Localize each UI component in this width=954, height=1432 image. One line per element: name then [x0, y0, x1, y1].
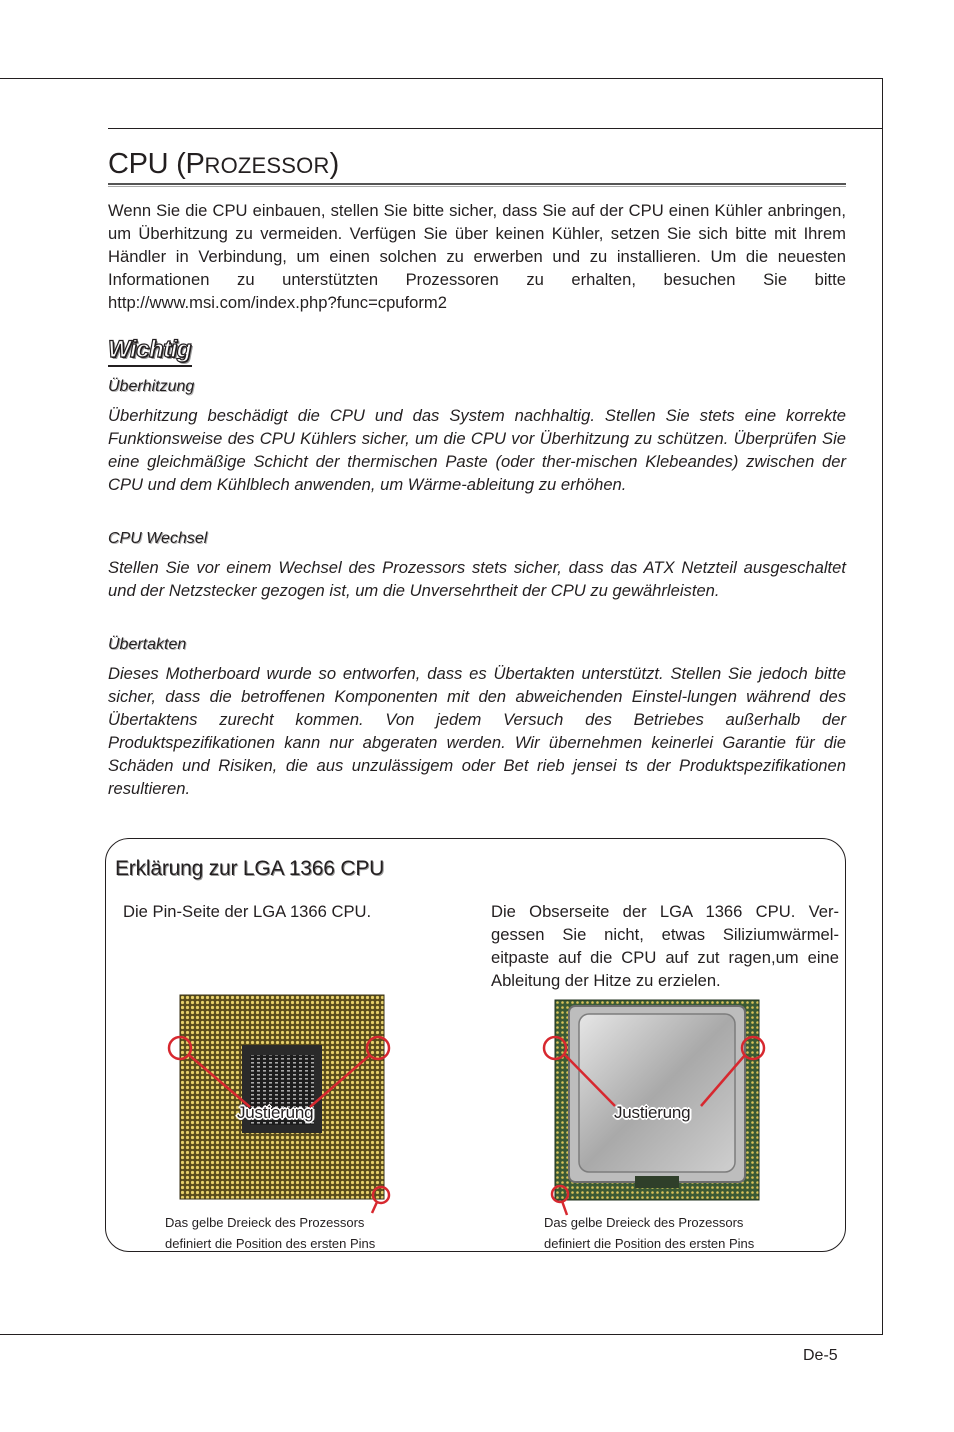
header-rule [108, 128, 883, 129]
cpu-change-text: Stellen Sie vor einem Wechsel des Prozessors stets sicher, dass das ATX Netzteil ausgeschaltet und der Netzstecker gezogen ist, um die Unversehrtheit der CPU zu gewährleisten. [108, 558, 846, 600]
page-title [108, 146, 846, 184]
title-underline [108, 183, 846, 185]
overheating-text: Überhitzung beschädigt die CPU und das System nachhaltig. Stellen Sie stets eine korrekte Funktionsweise des CPU Kühlers sicher, um die CPU vor Überhitzung zu schützen. Überprüfen Sie eine gleichmäßige Schicht der thermischen Paste (oder ther-mischen Klebeandes) zwischen der CPU und dem Kühlblech anwenden, um Wärme-ableitung zu erhöhen. [108, 406, 846, 494]
pin-side-caption: Die Pin-Seite der LGA 1366 CPU. [123, 902, 372, 921]
title-underline-shadow [108, 186, 846, 187]
top-rule [0, 78, 883, 79]
lga-box-title: Erklärung zur LGA 1366 CPU [115, 857, 385, 880]
alignment-label-pin-side: Justierung [237, 1103, 314, 1122]
triangle-note-top-side [544, 1212, 754, 1254]
alignment-label-top-side: Justierung [614, 1103, 691, 1122]
overclocking-text: Dieses Motherboard wurde so entworfen, dass es Übertakten unterstützt. Stellen Sie jedoch bitte sicher, dass die betroffenen Komponenten mit den abweichenden Einstel-lungen während des Übertaktens zurecht kommen. Von jedem Versuch des Betriebes außerhalb der Produktspezifikationen kann nur abgeraten werden. Wir übernehmen keinerlei Garantie für die Schäden und Risiken, die aus unzulässigem oder Bet rieb jensei ts der Produktspezifikationen resultieren. [108, 664, 846, 798]
top-side-caption: Die Obserseite der LGA 1366 CPU. Ver-gessen Sie nicht, etwas Siliziumwärmel-eitpaste auf die CPU auf zut ragen,um eine Ableitung der Hitze zu erzielen. [491, 902, 839, 990]
triangle-note-line2: definiert die Position des ersten Pins [544, 1236, 755, 1251]
cpu-pin-side-image [160, 985, 400, 1210]
intro-paragraph: Wenn Sie die CPU einbauen, stellen Sie bitte sicher, dass Sie auf der CPU einen Kühler anbringen, um Überhitzung zu vermeiden. Verfügen Sie über keinen Kühler, setzen Sie sich bitte mit Ihrem Händler in Verbindung, um einen solchen zu erwerben und zu installieren. Um die neuesten Informationen zu unterstützten Prozessoren zu erhalten, besuchen Sie bitte http://www.msi.com/index.php?func=cpuform2 [108, 201, 846, 312]
triangle-note-pin-side [165, 1212, 375, 1254]
triangle-note-line1: Das gelbe Dreieck des Prozessors [165, 1215, 365, 1230]
overclocking-heading: Übertakten [108, 636, 187, 653]
title-end: ) [329, 148, 339, 180]
important-heading: Wichtig [108, 336, 191, 363]
overheating-heading: Überhitzung [108, 378, 195, 395]
page-number: De-5 [803, 1347, 838, 1364]
title-main: CPU (P [108, 148, 205, 180]
bottom-rule [0, 1334, 883, 1335]
triangle-note-line2: definiert die Position des ersten Pins [165, 1236, 376, 1251]
triangle-note-line1: Das gelbe Dreieck des Prozessors [544, 1215, 744, 1230]
important-underline [108, 365, 192, 367]
title-smallcaps: ROZESSOR [204, 153, 330, 178]
cpu-change-heading: CPU Wechsel [108, 530, 208, 547]
right-margin-rule [882, 78, 883, 1334]
